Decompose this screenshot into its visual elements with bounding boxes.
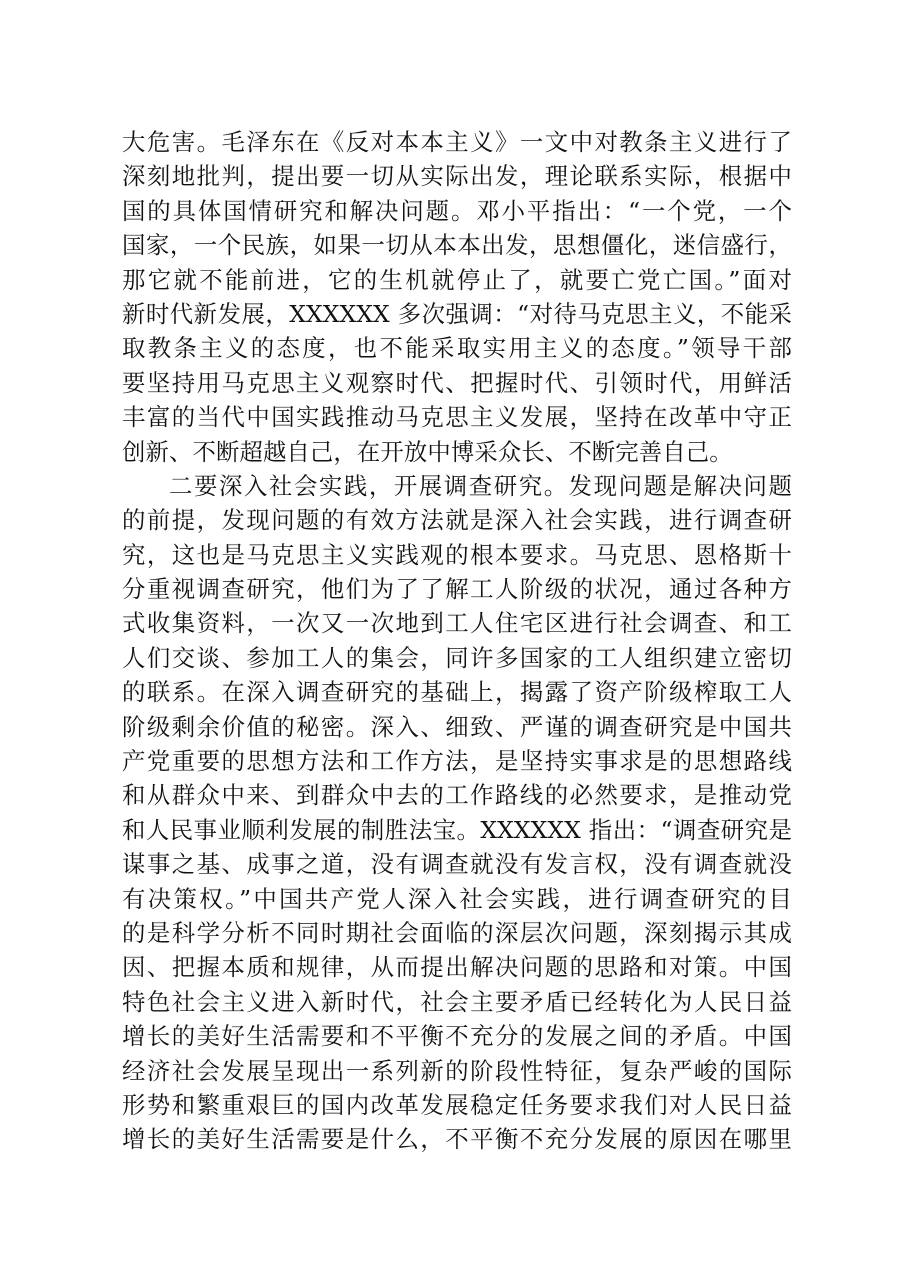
text-line: 深刻地批判，提出要一切从实际出发，理论联系实际，根据中	[122, 162, 792, 191]
text-line: 增长的美好生活需要是什么，不平衡不充分发展的原因在哪里	[122, 1125, 792, 1154]
text-line: 因、把握本质和规律，从而提出解决问题的思路和对策。中国	[122, 953, 792, 982]
text-line: 新时代新发展，XXXXXX 多次强调：“对待马克思主义，不能采	[122, 299, 792, 328]
body-text	[122, 125, 792, 1157]
text-line: 谋事之基、成事之道，没有调查就没有发言权，没有调查就没	[122, 850, 792, 879]
text-line: 的前提，发现问题的有效方法就是深入社会实践，进行调查研	[122, 506, 792, 535]
text-line: 取教条主义的态度，也不能采取实用主义的态度。”领导干部	[122, 334, 792, 363]
text-line: 特色社会主义进入新时代，社会主要矛盾已经转化为人民日益	[122, 987, 792, 1016]
paragraph-last-line: 创新、不断超越自己，在开放中博采众长、不断完善自己。	[122, 437, 733, 466]
text-line: 分重视调查研究，他们为了了解工人阶级的状况，通过各种方	[122, 575, 792, 604]
text-line: 有决策权。”中国共产党人深入社会实践，进行调查研究的目	[122, 884, 792, 913]
text-line: 丰富的当代中国实践推动马克思主义发展，坚持在改革中守正	[122, 403, 792, 432]
text-line: 大危害。毛泽东在《反对本本主义》一文中对教条主义进行了	[122, 128, 792, 156]
text-line: 的联系。在深入调查研究的基础上，揭露了资产阶级榨取工人	[122, 678, 792, 707]
paragraph-first-line: 二要深入社会实践，开展调查研究。发现问题是解决问题	[169, 471, 792, 500]
text-line: 和从群众中来、到群众中去的工作路线的必然要求，是推动党	[122, 781, 792, 810]
text-line: 和人民事业顺利发展的制胜法宝。XXXXXX 指出：“调查研究是	[122, 815, 792, 844]
text-line: 增长的美好生活需要和不平衡不充分的发展之间的矛盾。中国	[122, 1022, 792, 1051]
text-line: 究，这也是马克思主义实践观的根本要求。马克思、恩格斯十	[122, 540, 792, 569]
text-line: 式收集资料，一次又一次地到工人住宅区进行社会调查、和工	[122, 609, 792, 638]
text-line: 国家，一个民族，如果一切从本本出发，思想僵化，迷信盛行，	[122, 231, 792, 260]
text-line: 那它就不能前进，它的生机就停止了，就要亡党亡国。”面对	[122, 265, 792, 294]
text-line: 的是科学分析不同时期社会面临的深层次问题，深刻揭示其成	[122, 918, 792, 947]
text-line: 经济社会发展呈现出一系列新的阶段性特征，复杂严峻的国际	[122, 1056, 792, 1085]
text-line: 形势和繁重艰巨的国内改革发展稳定任务要求我们对人民日益	[122, 1090, 792, 1119]
text-line: 阶级剩余价值的秘密。深入、细致、严谨的调查研究是中国共	[122, 712, 792, 741]
text-line: 人们交谈、参加工人的集会，同许多国家的工人组织建立密切	[122, 643, 792, 672]
text-line: 国的具体国情研究和解决问题。邓小平指出：“一个党，一个	[122, 196, 792, 225]
text-line: 产党重要的思想方法和工作方法，是坚持实事求是的思想路线	[122, 747, 792, 776]
text-line: 要坚持用马克思主义观察时代、把握时代、引领时代，用鲜活	[122, 368, 792, 397]
